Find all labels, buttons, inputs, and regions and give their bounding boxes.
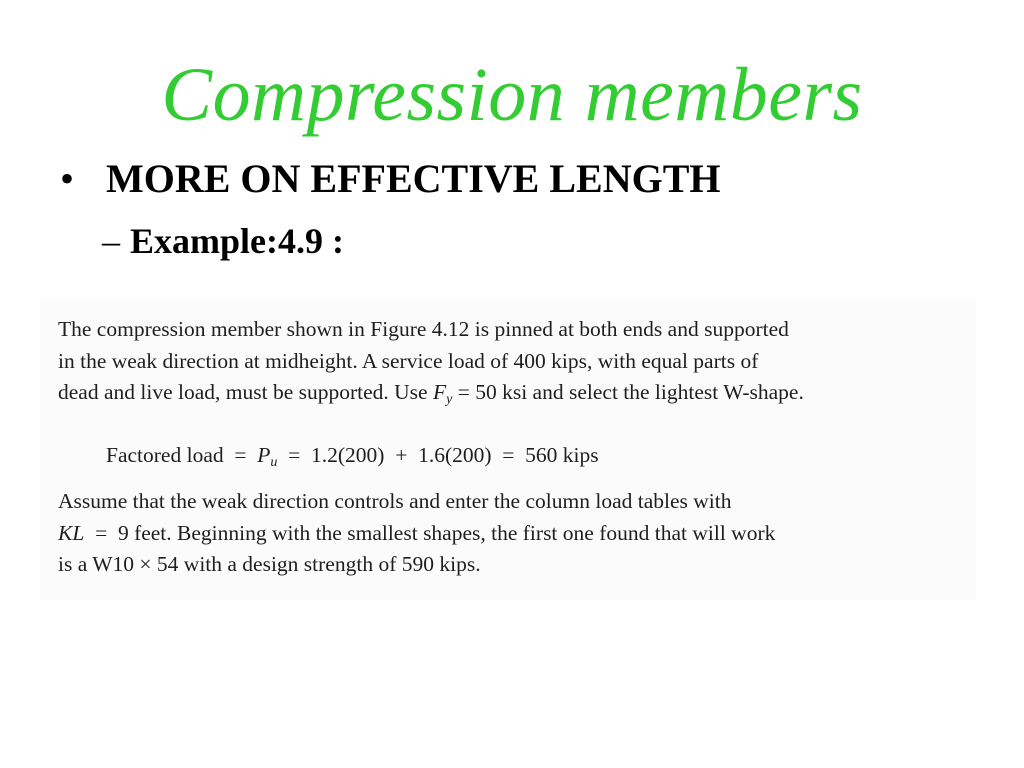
- line-text: = 50 ksi and select the lightest W-shape.: [452, 380, 804, 404]
- solution-paragraph: [58, 486, 775, 581]
- sub-bullet-marker: –: [102, 221, 120, 261]
- problem-statement-paragraph: [58, 314, 804, 416]
- yield-stress-subscript: y: [446, 392, 453, 407]
- line-text: = 9 feet. Beginning with the smallest shapes, the first one found that will work: [84, 520, 776, 545]
- bullet-item: [60, 155, 721, 203]
- yield-stress-symbol: F: [432, 380, 447, 404]
- paragraph-line: [58, 377, 804, 416]
- bullet-marker: •: [60, 156, 75, 201]
- factored-load-equation: [106, 440, 599, 479]
- effective-length-symbol: KL: [58, 520, 85, 545]
- equation-label: Factored load =: [106, 443, 258, 467]
- sub-bullet-text: Example:4.9 :: [130, 221, 344, 261]
- sub-bullet-item: [102, 218, 344, 264]
- load-symbol: P: [257, 443, 271, 467]
- bullet-text: MORE ON EFFECTIVE LENGTH: [106, 156, 721, 201]
- line-text: dead and live load, must be supported. Use: [58, 380, 433, 404]
- paragraph-line: in the weak direction at midheight. A service load of 400 kips, with equal parts of: [58, 348, 759, 373]
- paragraph-line: [58, 518, 775, 550]
- paragraph-line: The compression member shown in Figure 4.12 is pinned at both ends and supported: [58, 317, 789, 341]
- paragraph-line: is a W10 × 54 with a design strength of 590 kips.: [58, 552, 481, 576]
- paragraph-line: Assume that the weak direction controls and enter the column load tables with: [58, 489, 732, 513]
- slide-title: Compression members: [161, 53, 863, 137]
- textbook-excerpt-image: [40, 300, 976, 600]
- equation-rest: = 1.2(200) + 1.6(200) = 560 kips: [277, 443, 599, 467]
- load-subscript: u: [270, 455, 278, 470]
